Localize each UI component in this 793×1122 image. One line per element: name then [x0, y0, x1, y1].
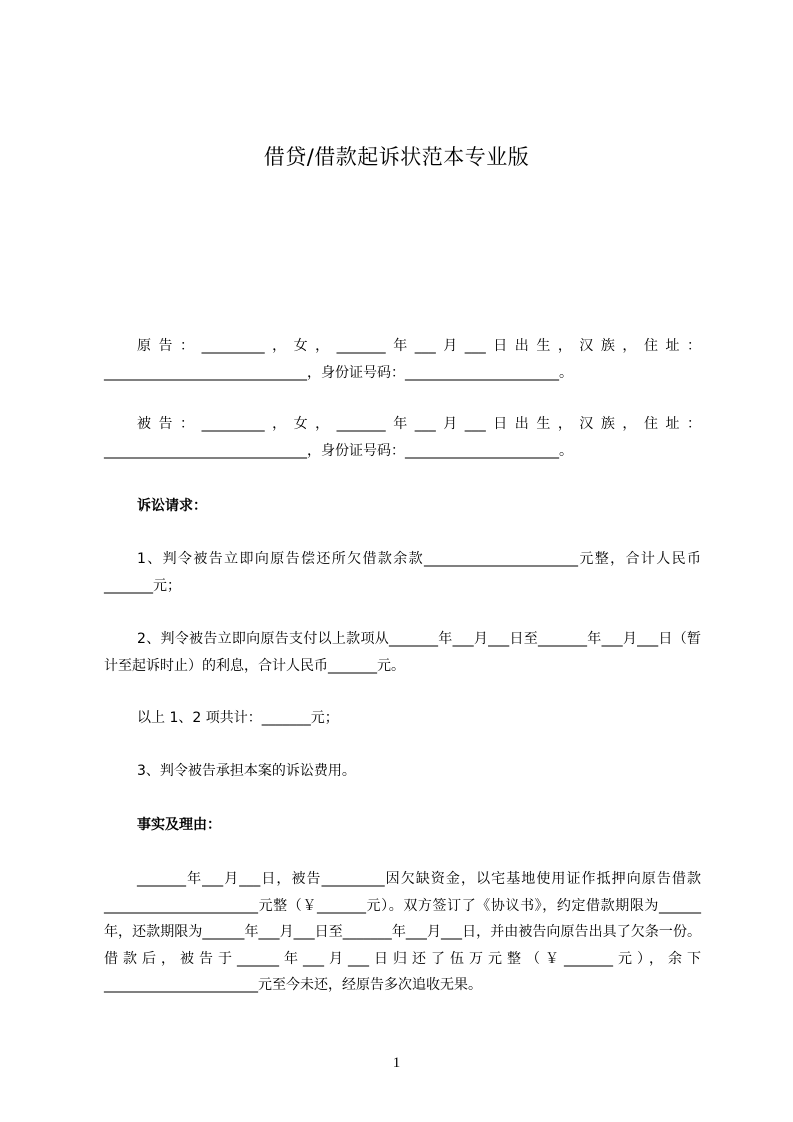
page-number: 1	[392, 1055, 401, 1071]
defendant-paragraph: 被告：_________，女，_______年___月___日出生，汉族，住址：_____________________________，身份证号码：______________________。	[104, 416, 701, 459]
document-title: 借贷/借款起诉状范本专业版	[263, 145, 530, 169]
facts-heading: 事实及理由：	[137, 817, 221, 833]
claim-total: 以上 1、2 项共计：_______元；	[137, 710, 339, 726]
claim-item-3: 3、判令被告承担本案的诉讼费用。	[137, 763, 356, 779]
claim-item-2: 2、判令被告立即向原告支付以上款项从_______年___月___日至_______年___月___日（暂计至起诉时止）的利息，合计人民币_______元。	[104, 631, 701, 674]
plaintiff-paragraph: 原告：_________，女，_______年___月___日出生，汉族，住址：_____________________________，身份证号码：______________________。	[104, 338, 701, 381]
claim-item-1: 1、判令被告立即向原告偿还所欠借款余款______________________元整，合计人民币_______元；	[104, 551, 701, 594]
claims-heading: 诉讼请求：	[137, 498, 207, 514]
facts-paragraph: _______年___月___日，被告_________因欠缺资金，以宅基地使用证作抵押向原告借款______________________元整（￥_______元）。双方签订了《协议书》，约定借款期限为______年，还款期限为______年___月___日至_______年___月___日，并由被告向原告出具了欠条一份。借款后，被告于______年___月___日归还了伍万元整（￥_______元），余下______________________元至今未还，经原告多次追收无果。	[104, 871, 701, 993]
